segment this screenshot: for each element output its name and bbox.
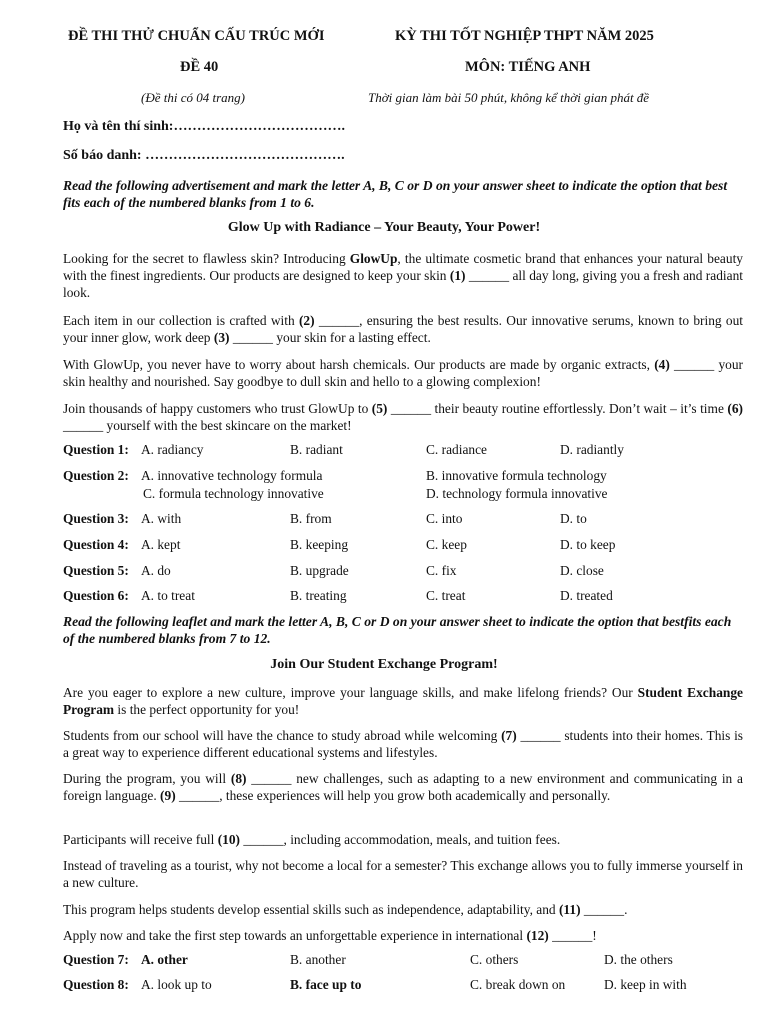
section2-paragraph-1: Are you eager to explore a new culture, improve your language skills, and make lifelong friends? Our Student Exchange Program is the perfect opportunity for you!	[63, 685, 743, 717]
question-label: Question 6:	[63, 588, 129, 603]
question-row	[63, 442, 753, 460]
option-a: A. to treat	[141, 588, 195, 603]
option-b: B. face up to	[290, 977, 362, 992]
option-b: B. treating	[290, 588, 347, 603]
option-d: D. radiantly	[560, 442, 624, 457]
question-row	[63, 563, 753, 581]
candidate-name-line: Họ và tên thí sinh:……………………………….	[63, 119, 345, 134]
question-label: Question 5:	[63, 563, 129, 578]
option-d: D. the others	[604, 952, 673, 967]
option-c: C. fix	[426, 563, 457, 578]
option-c: C. others	[470, 952, 519, 967]
option-c: C. keep	[426, 537, 467, 552]
question-label: Question 1:	[63, 442, 129, 457]
pages-note: (Đề thi có 04 trang)	[141, 90, 245, 105]
header-right-title: KỲ THI TỐT NGHIỆP THPT NĂM 2025	[395, 28, 654, 44]
question-label: Question 4:	[63, 537, 129, 552]
question-label: Question 8:	[63, 977, 129, 992]
option-a: A. radiancy	[141, 442, 204, 457]
option-c: C. into	[426, 511, 463, 526]
section2-paragraph-4: Participants will receive full (10) ______, including accommodation, meals, and tuition fees.	[63, 832, 561, 847]
option-a: A. kept	[141, 537, 181, 552]
section1-title: Glow Up with Radiance – Your Beauty, Your Power!	[227, 220, 541, 235]
exam-number: ĐỀ 40	[180, 59, 219, 75]
question-row	[63, 468, 753, 504]
section2-paragraph-3: During the program, you will (8) ______ new challenges, such as adapting to a new environment and communicating in a foreign language. (9) ______, these experiences will help you grow both academically and personally.	[63, 771, 743, 803]
option-b: B. radiant	[290, 442, 343, 457]
subject-label: MÔN: TIẾNG ANH	[465, 59, 591, 75]
option-b: B. another	[290, 952, 346, 967]
option-a: A. do	[141, 563, 171, 578]
option-b: B. upgrade	[290, 563, 349, 578]
option-d: D. keep in with	[604, 977, 687, 992]
option-d: D. to keep	[560, 537, 616, 552]
option-a: A. with	[141, 511, 182, 526]
question-label: Question 7:	[63, 952, 129, 967]
option-a: A. look up to	[141, 977, 212, 992]
section1-paragraph-4: Join thousands of happy customers who trust GlowUp to (5) ______ their beauty routine effortlessly. Don’t wait – it’s time (6) ______ yourself with the best skincare on the market!	[63, 401, 743, 433]
section2-paragraph-7: Apply now and take the first step towards an unforgettable experience in international (12) ______!	[63, 928, 597, 943]
question-row	[63, 952, 753, 970]
section2-instruction: Read the following leaflet and mark the letter A, B, C or D on your answer sheet to indicate the option that bestfits each of the numbered blanks from 7 to 12.	[63, 614, 732, 646]
question-row	[63, 511, 753, 529]
option-c: C. formula technology innovative	[143, 486, 324, 501]
section1-instruction: Read the following advertisement and mark the letter A, B, C or D on your answer sheet to indicate the option that best fits each of the numbered blanks from 1 to 6.	[63, 178, 728, 210]
option-b: B. keeping	[290, 537, 349, 552]
option-b: B. from	[290, 511, 332, 526]
question-row	[63, 537, 753, 555]
question-label: Question 3:	[63, 511, 129, 526]
section2-paragraph-5: Instead of traveling as a tourist, why not become a local for a semester? This exchange allows you to fully immerse yourself in a new culture.	[63, 858, 743, 890]
section2-title: Join Our Student Exchange Program!	[270, 657, 498, 672]
option-d: D. treated	[560, 588, 613, 603]
section2-paragraph-6: This program helps students develop essential skills such as independence, adaptability, and (11) ______.	[63, 902, 628, 917]
option-c: C. treat	[426, 588, 466, 603]
question-label: Question 2:	[63, 468, 129, 483]
section1-paragraph-1: Looking for the secret to flawless skin? Introducing GlowUp, the ultimate cosmetic brand that enhances your natural beauty with the finest ingredients. Our products are designed to keep your skin (1) ______ all day long, giving you a fresh and radiant look.	[63, 251, 743, 300]
time-note: Thời gian làm bài 50 phút, không kể thời gian phát đề	[368, 90, 650, 105]
section1-paragraph-3: With GlowUp, you never have to worry about harsh chemicals. Our products are made by organic extracts, (4) ______ your skin healthy and nourished. Say goodbye to dull skin and hello to a glowing complexion!	[63, 357, 743, 389]
option-d: D. to	[560, 511, 587, 526]
option-d: D. technology formula innovative	[426, 486, 608, 501]
header-left-title: ĐỀ THI THỬ CHUẨN CẤU TRÚC MỚI	[68, 28, 325, 44]
option-a: A. other	[141, 952, 188, 967]
option-b: B. innovative formula technology	[426, 468, 607, 483]
question-row	[63, 588, 753, 606]
option-d: D. close	[560, 563, 604, 578]
option-c: C. break down on	[470, 977, 566, 992]
section2-paragraph-2: Students from our school will have the chance to study abroad while welcoming (7) ______ students into their homes. This is a great way to experience different educational systems and lifestyles.	[63, 728, 744, 760]
option-a: A. innovative technology formula	[141, 468, 323, 483]
question-row	[63, 977, 753, 995]
section1-paragraph-2: Each item in our collection is crafted with (2) ______, ensuring the best results. Our innovative serums, known to bring out your inner glow, work deep (3) ______ your skin for a lasting effect.	[63, 313, 743, 345]
option-c: C. radiance	[426, 442, 487, 457]
candidate-id-line: Số báo danh: …………………………………….	[63, 148, 345, 163]
